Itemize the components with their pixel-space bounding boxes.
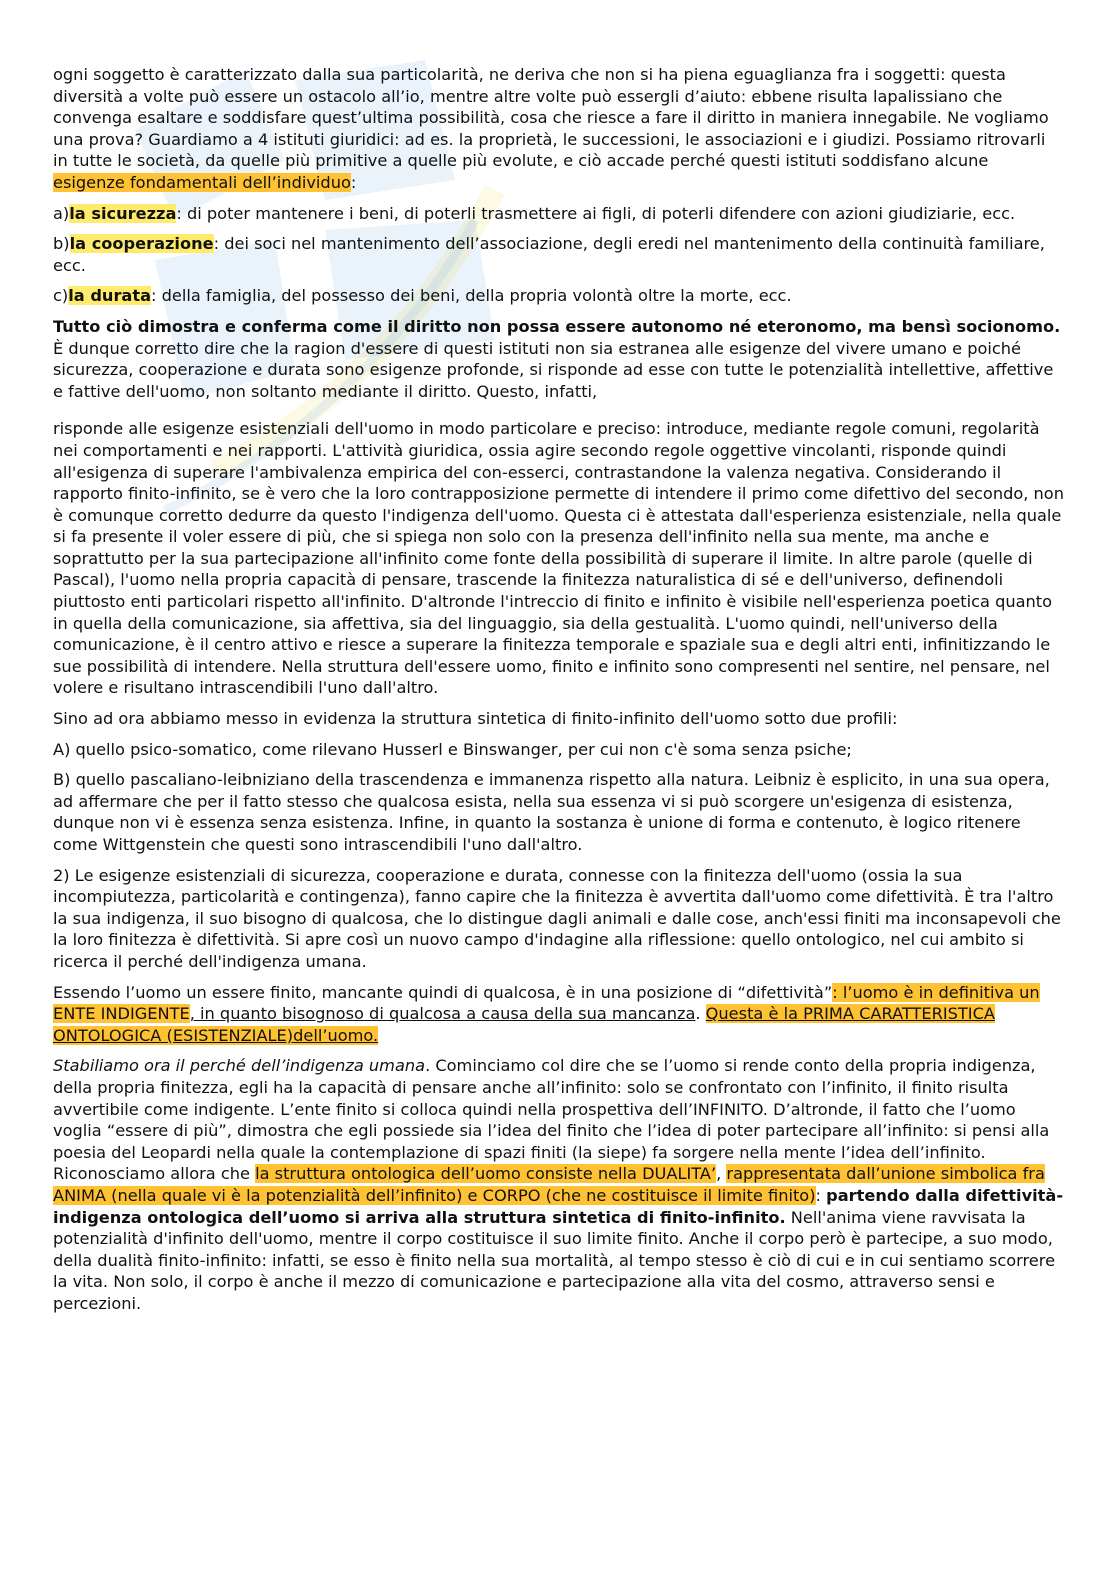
- paragraph-9-end: Nell'anima viene ravvisata la potenzialità d'infinito dell'uomo, mentre il corpo costituisce il suo limite finito. Anche il corpo però è partecipe, a suo modo, della dualità finito-infinito: infatti, se esso è finito nella sua mortalità, al tempo stesso è ciò di cui e in cui sentiamo scorrere la vita. Non solo, il corpo è anche il mezzo di comunicazione e partecipazione alla vita del cosmo, attraverso sensi e percezioni.: [53, 1207, 1056, 1313]
- term-durata: la durata: [68, 286, 152, 306]
- paragraph-5: A) quello psico-somatico, come rilevano Husserl e Binswanger, per cui non c'è soma senza psiche;: [53, 739, 852, 759]
- paragraph-7: 2) Le esigenze esistenziali di sicurezza, cooperazione e durata, connesse con la finitezza dell'uomo (ossia la sua incompiutezza, particolarità e contingenza), fanno capire che la finitezza è avvertita dall'uomo come difettività. È tra l'altro la sua indigenza, il suo bisogno di qualcosa, che lo distingue dagli animali e dalle cose, anch'essi finiti ma inconsapevoli che la loro finitezza è difettività. Si apre così un nuovo campo d'indagine alla riflessione: quello ontologico, nel cui ambito si ricerca il perché dell'indigenza umana.: [53, 865, 1061, 971]
- highlight-esigenze: esigenze fondamentali dell’individuo: [53, 172, 351, 192]
- paragraph-2-text: È dunque corretto dire che la ragion d'essere di questi istituti non sia estranea alle esigenze del vivere umano e poiché sicurezza, cooperazione e durata sono esigenze profonde, si risponde ad esse con tutte le potenzialità intellettive, affettive e fattive dell'uomo, non soltanto mediante il diritto. Questo, infatti,: [53, 338, 1054, 401]
- highlight-dualita: la struttura ontologica dell’uomo consiste nella DUALITA’: [255, 1164, 717, 1184]
- list-item-a-prefix: a): [53, 203, 70, 223]
- paragraph-8-dot: .: [695, 1004, 706, 1024]
- term-cooperazione: la cooperazione: [69, 234, 214, 254]
- paragraph-9-text: . Cominciamo col dire che se l’uomo si rende conto della propria indigenza, della propria finitezza, egli ha la capacità di pensare anche all’infinito: solo se confrontato con l’infinito, il finito risulta avvertibile come indigente. L’ente finito si colloca quindi nella prospettiva dell’INFINITO. D’altronde, il fatto che l’uomo voglia “essere di più”, dimostra che egli possiede sia l’idea del finito che l’idea di poter partecipare all’infinito: si pensi alla poesia del Leopardi nella quale la contemplazione di spazi finiti (la siepe) fa sorgere nella mente l’idea dell’infinito. Riconosciamo allora che: [53, 1056, 1050, 1184]
- list-item-c-text: : della famiglia, del possesso dei beni, della propria volontà oltre la morte, ecc.: [151, 286, 792, 306]
- paragraph-8: [53, 982, 1065, 1047]
- paragraph-9-colon: :: [815, 1185, 827, 1205]
- paragraph-1-end: :: [350, 172, 357, 192]
- document-page: [53, 64, 1065, 1323]
- paragraph-9-bold: partendo dalla difettività-indigenza ontologica dell’uomo si arriva alla struttura sintetica di finito-infinito.: [53, 1185, 1064, 1227]
- paragraph-2-bold: Tutto ciò dimostra e conferma come il diritto non possa essere autonomo né eteronomo, ma bensì socionomo.: [53, 316, 1061, 336]
- highlight-anima-corpo: rappresentata dall’unione simbolica fra ANIMA (nella quale vi è la potenzialità dell’infinito) e CORPO (che ne costituisce il limite finito): [53, 1164, 1045, 1205]
- paragraph-1: [53, 64, 1065, 194]
- paragraph-8-text: Essendo l’uomo un essere finito, mancante quindi di qualcosa, è in una posizione di “difettività”: [53, 982, 833, 1002]
- paragraph-9: [53, 1055, 1065, 1314]
- paragraph-9-sep: ,: [716, 1164, 727, 1184]
- list-item-b-text: : dei soci nel mantenimento dell’associazione, degli eredi nel mantenimento della continuità familiare, ecc.: [53, 234, 1045, 275]
- list-item-c: [53, 285, 1065, 307]
- paragraph-6: B) quello pascaliano-leibniziano della trascendenza e immanenza rispetto alla natura. Leibniz è esplicito, in una sua opera, ad affermare che per il fatto stesso che qualcosa esista, nella sua essenza vi si può scorgere un'esigenza di esistenza, dunque non vi è essenza senza esistenza. Infine, in quanto la sostanza è unione di forma e contenuto, è logico ritenere come Wittgenstein che questi sono intrascendibili l'uno dall'altro.: [53, 770, 1050, 854]
- paragraph-1-text: ogni soggetto è caratterizzato dalla sua particolarità, ne deriva che non si ha piena eguaglianza fra i soggetti: questa diversità a volte può essere un ostacolo all’io, mentre altre volte può essergli d’aiuto: ebbene risulta lapalissiano che convenga esaltare e soddisfare quest’ultima possibilità, cosa che riesce a fare il diritto in maniera innegabile. Ne vogliamo una prova? Guardiamo a 4 istituti giuridici: ad es. la proprietà, le successioni, le associazioni e i giudizi. Possiamo ritrovarli in tutte le società, da quelle più primitive a quelle più evolute, e ciò accade perché questi istituti soddisfano alcune: [53, 65, 1049, 171]
- list-item-a: [53, 203, 1065, 225]
- underline-mancanza: , in quanto bisognoso di qualcosa a causa della sua mancanza: [189, 1004, 696, 1024]
- list-item-b-prefix: b): [53, 234, 70, 254]
- highlight-prima-caratteristica: Questa è la PRIMA CARATTERISTICA ONTOLOGICA (ESISTENZIALE)dell’uomo.: [53, 1004, 995, 1045]
- paragraph-3: risponde alle esigenze esistenziali dell'uomo in modo particolare e preciso: introduce, mediante regole comuni, regolarità nei comportamenti e nei rapporti. L'attività giuridica, ossia agire secondo regole oggettive vincolanti, risponde quindi all'esigenza di superare l'ambivalenza empirica del con-esserci, contrastandone la valenza negativa. Considerando il rapporto finito-infinito, se è vero che la loro contrapposizione permette di intendere il primo come difettivo del secondo, non è comunque corretto dedurre da questo l'indigenza dell'uomo. Questa ci è attestata dall'esperienza esistenziale, nella quale si fa presente il voler essere di più, che si spiega non solo con la presenza dell'infinito nella sua mente, ma anche e soprattutto per la sua partecipazione all'infinito come fonte della possibilità di superare il limite. In altre parole (quelle di Pascal), l'uomo nella propria capacità di pensare, trascende la finitezza naturalistica di sé e dell'universo, definendoli piuttosto enti particolari rispetto all'infinito. D'altronde l'intreccio di finito e infinito è visibile nell'esperienza poetica quanto in quella della comunicazione, sia affettiva, sia del linguaggio, sia della gestualità. L'uomo quindi, nell'universo della comunicazione, è il centro attivo e riesce a superare la finitezza temporale e spaziale sua e degli altri enti, infinitizzando le sue possibilità di intendere. Nella struttura dell'essere uomo, finito e infinito sono compresenti nel sentire, nel pensare, nel volere e risultano intrascendibili l'uno dall'altro.: [53, 419, 1064, 698]
- paragraph-4: Sino ad ora abbiamo messo in evidenza la struttura sintetica di finito-infinito dell'uomo sotto due profili:: [53, 709, 898, 729]
- term-sicurezza: la sicurezza: [69, 203, 177, 223]
- paragraph-2: [53, 316, 1065, 402]
- list-item-c-prefix: c): [53, 286, 69, 306]
- highlight-ente-indigente: : l’uomo è in definitiva un ENTE INDIGENTE: [53, 982, 1040, 1024]
- list-item-b: [53, 233, 1065, 276]
- paragraph-9-italic: Stabiliamo ora il perché dell’indigenza umana: [53, 1056, 426, 1076]
- list-item-a-text: : di poter mantenere i beni, di poterli trasmettere ai figli, di poterli difendere con azioni giudiziarie, ecc.: [176, 203, 1016, 223]
